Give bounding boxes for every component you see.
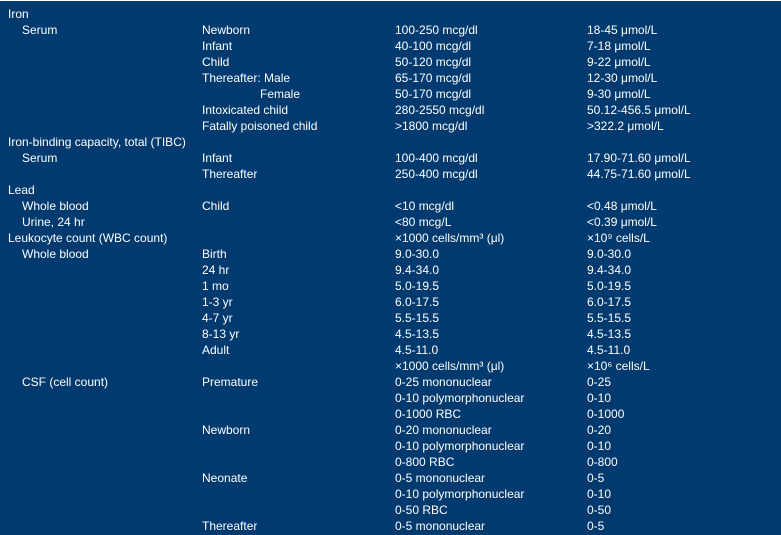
table-row (0, 486, 781, 502)
test-name-cell: CSF (cell count) (22, 375, 109, 389)
conventional-value-cell: 50-120 mcg/dl (395, 55, 472, 69)
conventional-value-cell: 100-250 mcg/dl (395, 23, 478, 37)
conventional-value-cell: 100-400 mcg/dl (395, 151, 478, 165)
conventional-value-cell: 0-50 RBC (395, 503, 448, 517)
si-value-cell: 0-25 (587, 375, 612, 389)
table-row (0, 182, 781, 198)
si-value-cell: 12-30 μmol/L (587, 71, 658, 85)
table-row (0, 54, 781, 70)
conventional-value-cell: 9.4-34.0 (395, 263, 440, 277)
conventional-value-cell: >1800 mcg/dl (395, 119, 468, 133)
conventional-value-cell: 9.0-30.0 (395, 247, 440, 261)
si-value-cell: 4.5-11.0 (587, 343, 631, 357)
table-row (0, 134, 781, 150)
si-value-cell: 5.5-15.5 (587, 311, 632, 325)
conventional-value-cell: 0-5 mononuclear (395, 471, 486, 485)
si-value-cell: 0-20 (587, 423, 612, 437)
si-value-cell: <0.39 μmol/L (587, 215, 657, 229)
si-value-cell: 5.0-19.5 (587, 279, 632, 293)
group-cell: 1 mo (202, 279, 229, 293)
table-row (0, 422, 781, 438)
si-value-cell: 0-800 (587, 455, 618, 469)
group-cell: Thereafter: Male (202, 71, 291, 85)
si-value-cell: 0-1000 (587, 407, 625, 421)
conventional-value-cell: 0-10 polymorphonuclear (395, 487, 525, 501)
table-row (0, 70, 781, 86)
si-value-cell: 6.0-17.5 (587, 295, 632, 309)
si-value-cell: >322.2 μmol/L (587, 119, 664, 133)
si-value-cell: 9.4-34.0 (587, 263, 632, 277)
table-row (0, 518, 781, 534)
test-name-cell: Urine, 24 hr (22, 215, 85, 229)
si-value-cell: 0-50 (587, 503, 612, 517)
conventional-value-cell: 0-10 polymorphonuclear (395, 439, 525, 453)
test-name-cell: Whole blood (22, 247, 89, 261)
table-row (0, 38, 781, 54)
si-value-cell: 9.0-30.0 (587, 247, 632, 261)
group-cell: Neonate (202, 471, 248, 485)
si-value-cell: 7-18 μmol/L (587, 39, 651, 53)
group-cell: Fatally poisoned child (202, 119, 318, 133)
si-value-cell: 0-5 (587, 519, 605, 533)
si-value-cell: ×10⁹ cells/L (587, 231, 650, 245)
group-cell: Newborn (202, 423, 251, 437)
group-cell: Thereafter (202, 519, 258, 533)
group-cell: Intoxicated child (202, 103, 289, 117)
test-name-cell: Whole blood (22, 199, 89, 213)
si-value-cell: 9-30 μmol/L (587, 87, 651, 101)
conventional-value-cell: ×1000 cells/mm³ (μl) (395, 231, 505, 245)
group-cell: Birth (202, 247, 227, 261)
test-name-cell: Iron (8, 7, 29, 21)
test-name-cell: Iron-binding capacity, total (TIBC) (8, 135, 186, 149)
table-row (0, 262, 781, 278)
test-name-cell: Leukocyte count (WBC count) (8, 231, 168, 245)
table-row (0, 150, 781, 166)
table-row (0, 86, 781, 102)
conventional-value-cell: 4.5-13.5 (395, 327, 440, 341)
table-row (0, 118, 781, 134)
si-value-cell: 44.75-71.60 μmol/L (587, 167, 691, 181)
group-cell: 1-3 yr (202, 295, 233, 309)
conventional-value-cell: 0-10 polymorphonuclear (395, 391, 525, 405)
table-row (0, 358, 781, 374)
table-row (0, 102, 781, 118)
si-value-cell: ×10⁶ cells/L (587, 359, 650, 373)
group-cell: 24 hr (202, 263, 230, 277)
conventional-value-cell: 0-25 mononuclear (395, 375, 492, 389)
conventional-value-cell: 0-20 mononuclear (395, 423, 492, 437)
group-cell: Thereafter (202, 167, 258, 181)
si-value-cell: 0-10 (587, 391, 612, 405)
table-row (0, 470, 781, 486)
group-cell: 4-7 yr (202, 311, 233, 325)
group-cell: Newborn (202, 23, 251, 37)
conventional-value-cell: 0-1000 RBC (395, 407, 462, 421)
group-cell: Infant (202, 39, 233, 53)
conventional-value-cell: 5.0-19.5 (395, 279, 440, 293)
table-row (0, 454, 781, 470)
conventional-value-cell: 250-400 mcg/dl (395, 167, 478, 181)
test-name-cell: Serum (22, 23, 58, 37)
table-row (0, 166, 781, 182)
table-row (0, 230, 781, 246)
table-row (0, 278, 781, 294)
table-row (0, 438, 781, 454)
conventional-value-cell: 6.0-17.5 (395, 295, 440, 309)
group-cell: Infant (202, 151, 233, 165)
table-row (0, 326, 781, 342)
si-value-cell: 9-22 μmol/L (587, 55, 651, 69)
group-cell: 8-13 yr (202, 327, 240, 341)
table-row (0, 502, 781, 518)
table-row (0, 214, 781, 230)
test-name-cell: Serum (22, 151, 58, 165)
si-value-cell: <0.48 μmol/L (587, 199, 657, 213)
conventional-value-cell: 65-170 mcg/dl (395, 71, 472, 85)
si-value-cell: 17.90-71.60 μmol/L (587, 151, 691, 165)
group-cell: Premature (202, 375, 259, 389)
table-row (0, 310, 781, 326)
conventional-value-cell: 50-170 mcg/dl (395, 87, 472, 101)
table-row (0, 342, 781, 358)
si-value-cell: 4.5-13.5 (587, 327, 632, 341)
conventional-value-cell: 0-5 mononuclear (395, 519, 486, 533)
table-row (0, 246, 781, 262)
table-row (0, 22, 781, 38)
conventional-value-cell: ×1000 cells/mm³ (μl) (395, 359, 505, 373)
si-value-cell: 0-10 (587, 487, 612, 501)
conventional-value-cell: 40-100 mcg/dl (395, 39, 472, 53)
table-row (0, 198, 781, 214)
table-row (0, 374, 781, 390)
group-cell: Female (260, 87, 301, 101)
si-value-cell: 0-10 (587, 439, 612, 453)
table-row (0, 6, 781, 22)
conventional-value-cell: 5.5-15.5 (395, 311, 440, 325)
group-cell: Child (202, 55, 230, 69)
group-cell: Child (202, 199, 230, 213)
table-row (0, 390, 781, 406)
conventional-value-cell: 280-2550 mcg/dl (395, 103, 485, 117)
table-row (0, 406, 781, 422)
conventional-value-cell: 4.5-11.0 (395, 343, 439, 357)
conventional-value-cell: <80 mcg/L (395, 215, 452, 229)
conventional-value-cell: 0-800 RBC (395, 455, 455, 469)
table-row (0, 294, 781, 310)
test-name-cell: Lead (8, 183, 35, 197)
group-cell: Adult (202, 343, 230, 357)
conventional-value-cell: <10 mcg/dl (395, 199, 455, 213)
si-value-cell: 0-5 (587, 471, 605, 485)
si-value-cell: 18-45 μmol/L (587, 23, 658, 37)
si-value-cell: 50.12-456.5 μmol/L (587, 103, 691, 117)
